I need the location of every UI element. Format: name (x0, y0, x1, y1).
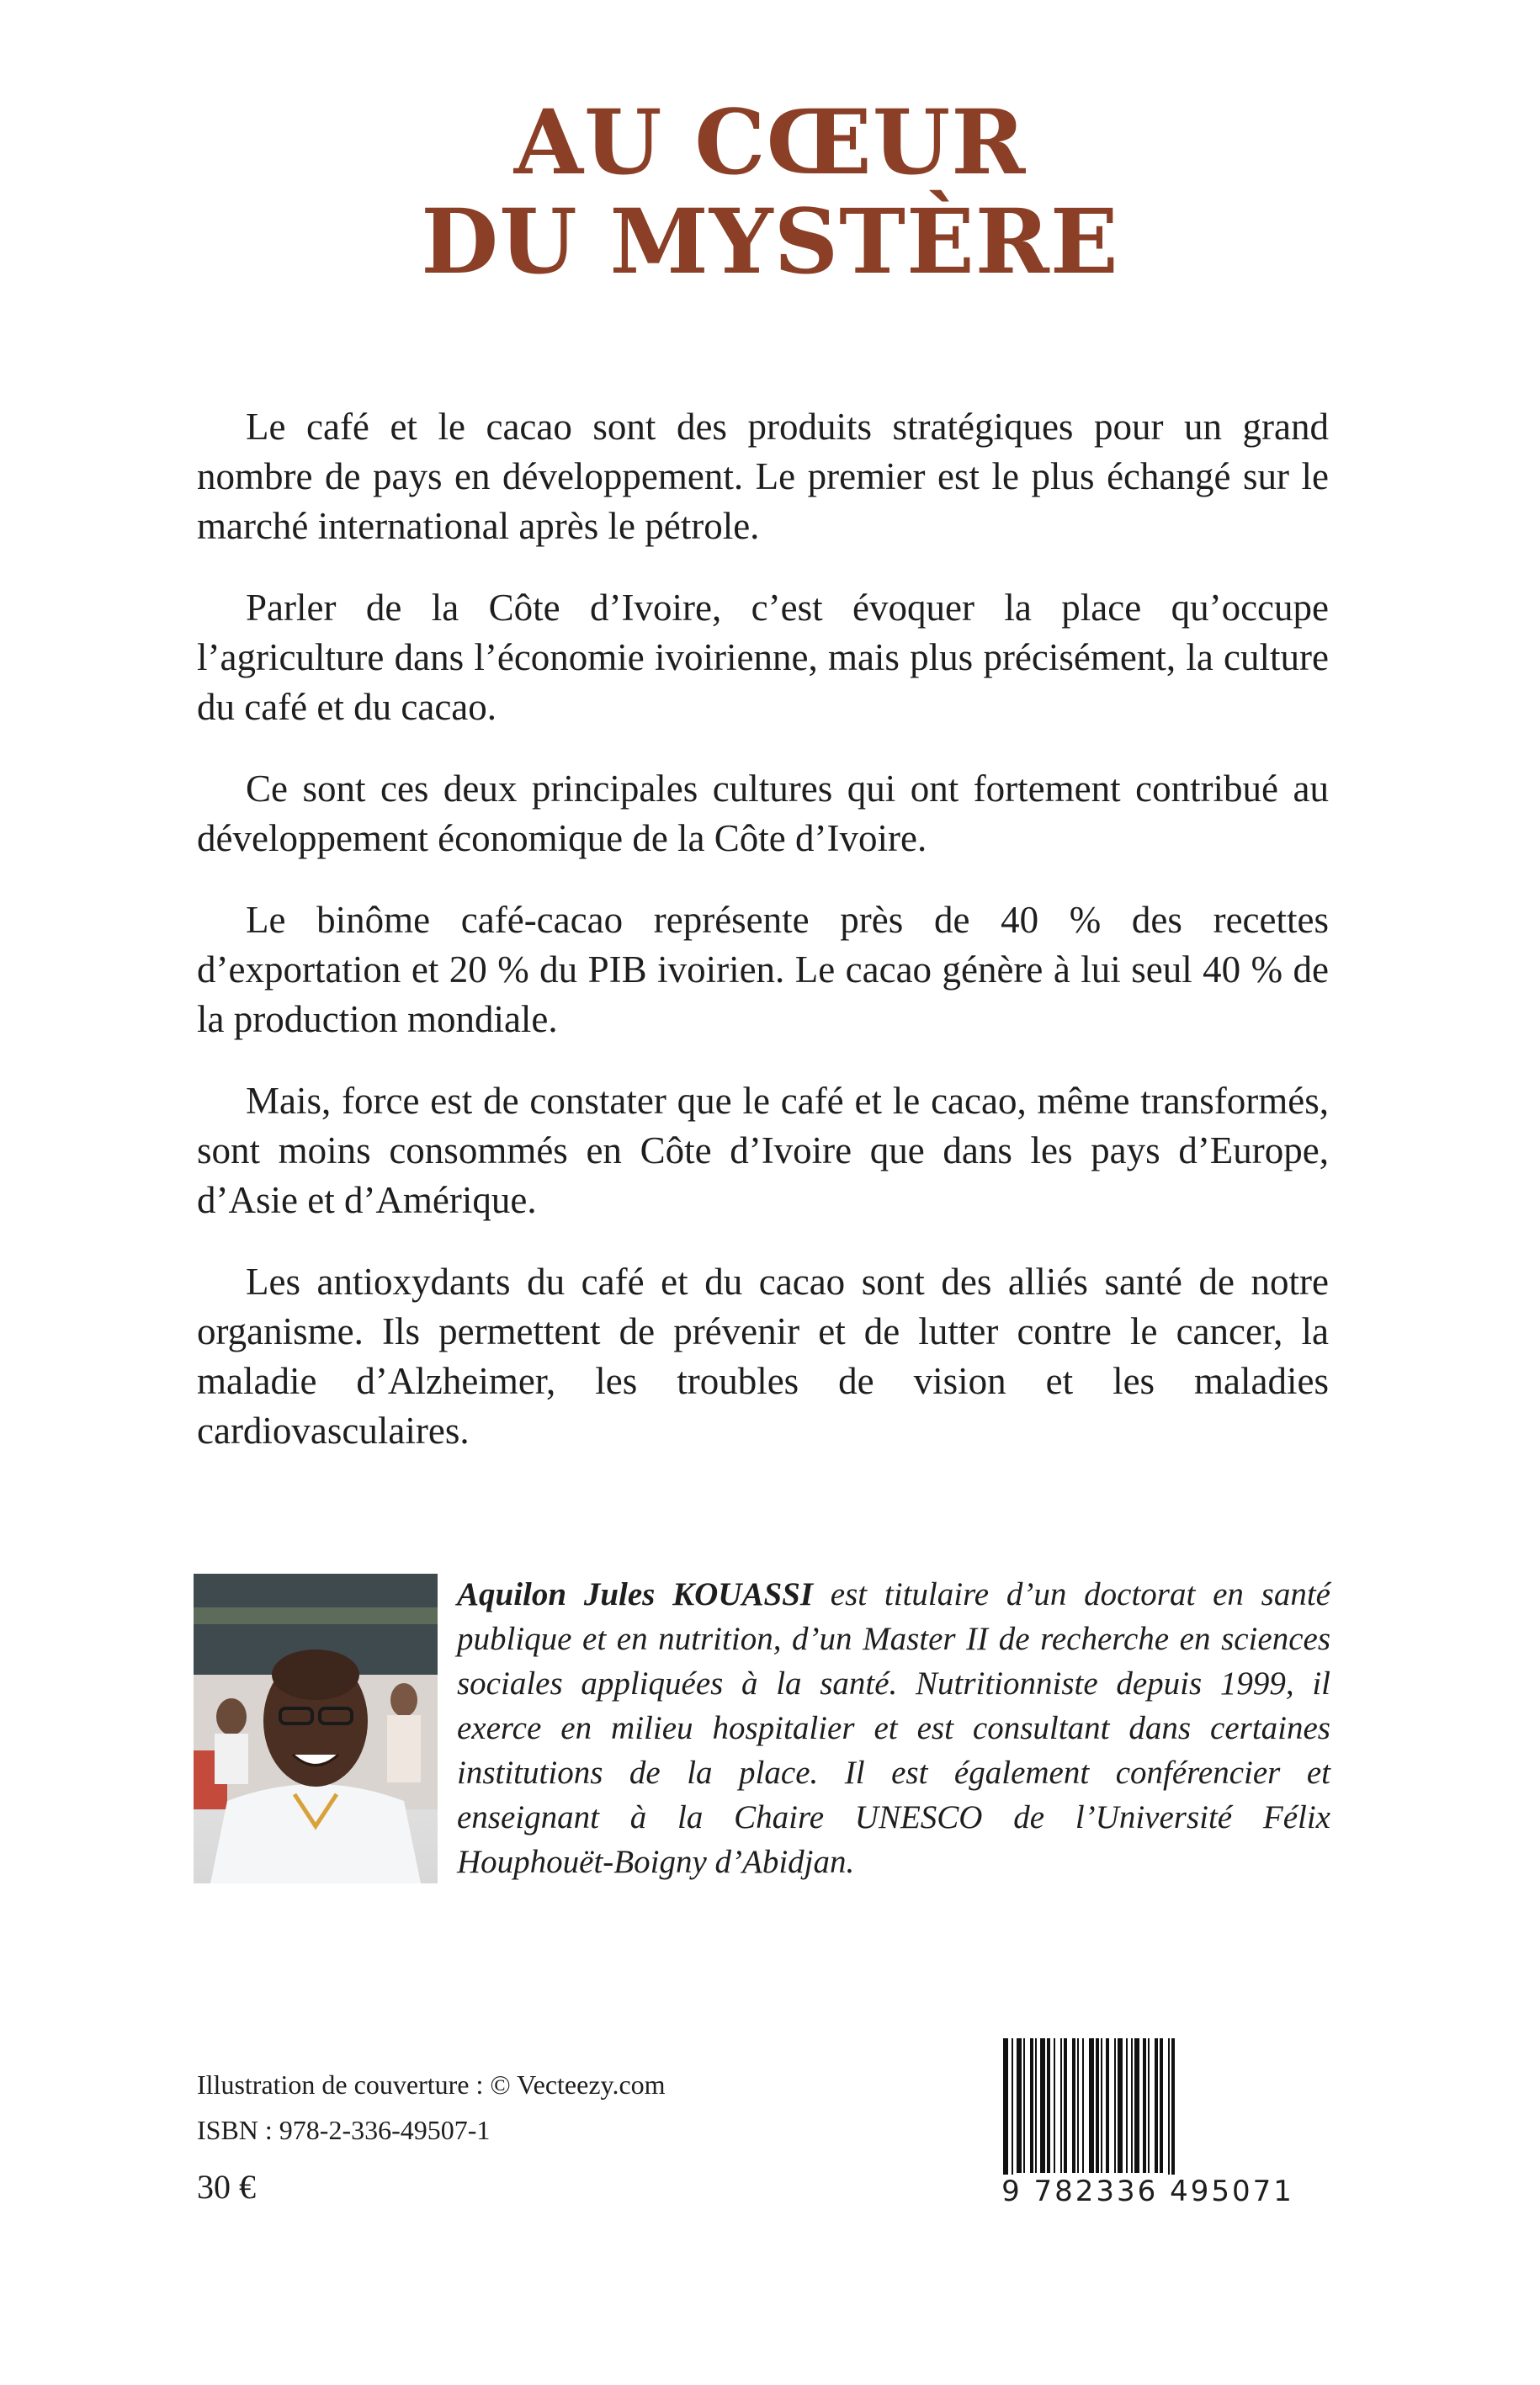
price: 30 € (197, 2168, 256, 2206)
book-title (0, 89, 1540, 294)
blurb-paragraph: Les antioxydants du café et du cacao sont des alliés santé de notre organisme. Ils permettent de prévenir et de lutter contre le cancer, la maladie d’Alzheimer, les troubles de vision et les maladies cardiovasculaires. (197, 1261, 1329, 1452)
blurb-paragraph: Le café et le cacao sont des produits stratégiques pour un grand nombre de pays en développement. Le premier est le plus échangé sur le marché international après le pétrole. (197, 406, 1329, 547)
blurb (197, 402, 1329, 1488)
blurb-paragraph: Mais, force est de constater que le café et le cacao, même transformés, sont moins consommés en Côte d’Ivoire que dans les pays d’Europe, d’Asie et d’Amérique. (197, 1080, 1329, 1221)
title-line-2: DU MYSTÈRE (421, 189, 1119, 294)
blurb-paragraph: Ce sont ces deux principales cultures qui ont fortement contribué au développement économique de la Côte d’Ivoire. (197, 768, 1329, 859)
author-bio-text: est titulaire d’un doctorat en santé publique et en nutrition, d’un Master II de recherche en sciences sociales appliquées à la santé. Nutritionniste depuis 1999, il exerce en milieu hospitalier et est consultant dans certaines institutions de la place. Il est également conférencier et enseignant à la Chaire UNESCO de l’Université Félix Houphouët-Boigny d’Abidjan. (457, 1576, 1330, 1880)
credits (197, 2069, 666, 2206)
illustration-credit: Illustration de couverture : © Vecteezy.com (197, 2069, 666, 2100)
author-portrait-icon (194, 1574, 438, 1883)
author-bio (457, 1572, 1330, 1884)
blurb-paragraph: Parler de la Côte d’Ivoire, c’est évoquer la place qu’occupe l’agriculture dans l’économie ivoirienne, mais plus précisément, la culture du café et du cacao. (197, 587, 1329, 728)
title-line-1: AU CŒUR (513, 89, 1027, 194)
isbn: ISBN : 978-2-336-49507-1 (197, 2115, 491, 2145)
barcode-number: 9 782336 495071 (1000, 2175, 1296, 2208)
barcode (1000, 2038, 1296, 2212)
author-name: Aquilon Jules KOUASSI (457, 1576, 814, 1612)
author-photo (194, 1574, 438, 1883)
blurb-paragraph: Le binôme café-cacao représente près de 40 % des recettes d’exportation et 20 % du PIB ivoirien. Le cacao génère à lui seul 40 % de la production mondiale. (197, 899, 1329, 1040)
